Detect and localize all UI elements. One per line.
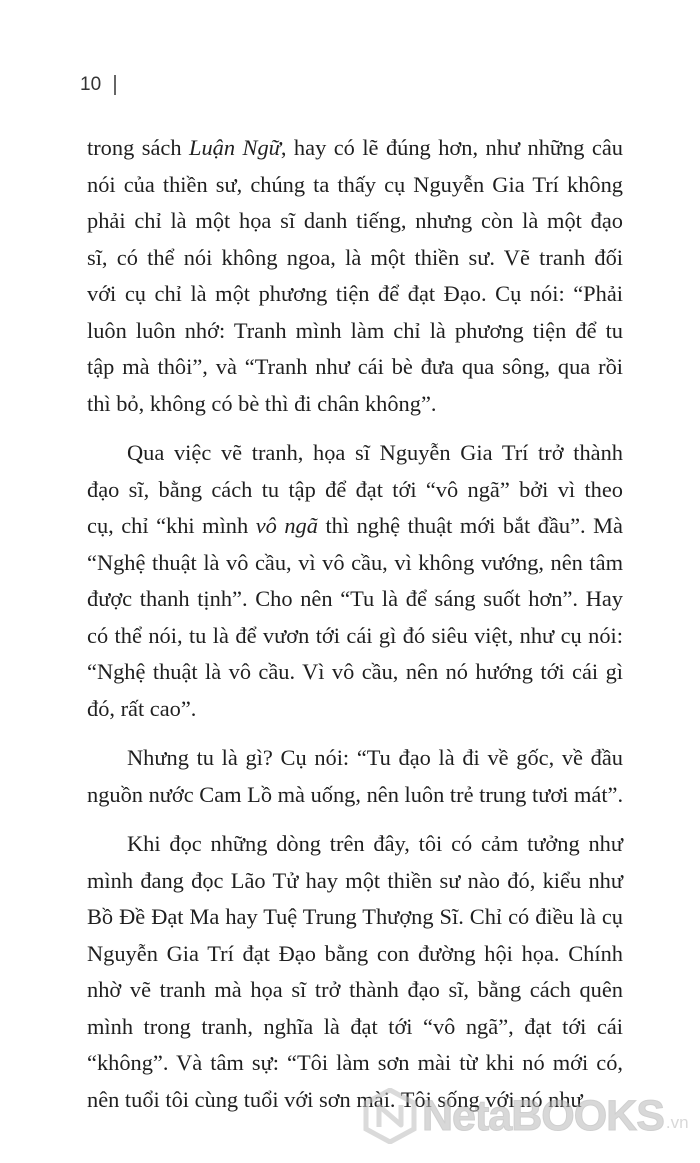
text-run: cụ, chỉ “khi mình	[87, 513, 256, 538]
text-line	[87, 936, 623, 973]
text-run: được thanh tịnh”. Cho nên “Tu là để sáng suốt hơn”. Hay	[87, 586, 623, 611]
text-run: Bồ Đề Đạt Ma hay Tuệ Trung Thượng Sĩ. Chỉ có điều là cụ	[87, 904, 623, 929]
text-run: “Nghệ thuật là vô cầu. Vì vô cầu, nên nó hướng tới cái gì	[87, 659, 623, 684]
paragraph-gap	[87, 813, 623, 826]
watermark-brand: NetaBOOKS	[422, 1091, 664, 1140]
watermark-suffix: .vn	[665, 1113, 689, 1132]
text-run: luôn luôn nhớ: Tranh mình làm chỉ là phương tiện để tu	[87, 317, 623, 343]
text-run: với cụ chỉ là một phương tiện để đạt Đạo. Cụ nói: “Phải	[87, 281, 623, 306]
paragraph	[87, 435, 623, 727]
text-run: trong sách	[87, 135, 189, 160]
paragraph-gap	[87, 727, 623, 740]
italic-title: vô ngã	[255, 513, 318, 538]
text-run: “không”. Và tâm sự: “Tôi làm sơn mài từ khi nó mới có,	[87, 1050, 623, 1075]
text-line	[87, 1009, 623, 1046]
text-line	[87, 435, 623, 472]
body-text	[87, 130, 623, 1118]
text-line	[87, 545, 623, 582]
text-line	[87, 386, 623, 423]
netabooks-logo-icon	[362, 1088, 418, 1144]
text-run: Qua việc vẽ tranh, họa sĩ Nguyễn Gia Trí trở thành	[127, 440, 623, 465]
text-run: phải chỉ là một họa sĩ danh tiếng, nhưng còn là một đạo	[87, 208, 623, 233]
text-line	[87, 1045, 623, 1082]
text-run: nguồn nước Cam Lồ mà uống, nên luôn trẻ trung tươi mát”.	[87, 781, 624, 807]
text-line	[87, 740, 623, 777]
text-line	[87, 508, 623, 545]
page-header	[80, 74, 116, 96]
italic-title: Luận Ngữ	[189, 135, 281, 160]
text-line	[87, 826, 623, 863]
text-run: Nguyễn Gia Trí đạt Đạo bằng con đường hội họa. Chính	[87, 940, 623, 966]
text-line	[87, 167, 623, 204]
paragraph	[87, 740, 623, 813]
text-run: “Nghệ thuật là vô cầu, vì vô cầu, vì không vướng, nên tâm	[87, 549, 623, 575]
text-line	[87, 691, 623, 728]
text-line	[87, 777, 623, 814]
text-line	[87, 130, 623, 167]
paragraph	[87, 826, 623, 1118]
text-run: nhờ vẽ tranh mà họa sĩ trở thành đạo sĩ, bằng cách quên	[87, 977, 623, 1002]
text-run: nên tuổi tôi cùng tuổi với sơn mài. Tôi sống với nó như	[87, 1086, 583, 1112]
text-run: có thể nói, tu là để vươn tới cái gì đó siêu việt, như cụ nói:	[87, 622, 623, 648]
text-run: đó, rất cao”.	[87, 695, 197, 721]
text-run: tập mà thôi”, và “Tranh như cái bè đưa qua sông, qua rồi	[87, 354, 623, 379]
text-line	[87, 972, 623, 1009]
text-line	[87, 899, 623, 936]
text-line	[87, 654, 623, 691]
text-line	[87, 581, 623, 618]
text-line	[87, 203, 623, 240]
header-divider	[114, 75, 116, 95]
text-run: Nhưng tu là gì? Cụ nói: “Tu đạo là đi về gốc, về đầu	[127, 745, 623, 770]
paragraph-gap	[87, 422, 623, 435]
text-run: đạo sĩ, bằng cách tu tập để đạt tới “vô ngã” bởi vì theo	[87, 476, 623, 502]
text-run: thì nghệ thuật mới bắt đầu”. Mà	[317, 513, 623, 538]
text-run: thì bỏ, không có bè thì đi chân không”.	[87, 390, 437, 416]
text-run: mình trong tranh, nghĩa là đạt tới “vô ngã”, đạt tới cái	[87, 1013, 623, 1039]
text-line	[87, 618, 623, 655]
text-line	[87, 240, 623, 277]
text-line	[87, 276, 623, 313]
page-number: 10	[80, 74, 102, 95]
text-line	[87, 313, 623, 350]
text-run: , hay có lẽ đúng hơn, như những câu	[280, 135, 623, 160]
text-line	[87, 472, 623, 509]
text-run: sĩ, có thể nói không ngoa, là một thiền sư. Vẽ tranh đối	[87, 244, 623, 270]
text-line	[87, 349, 623, 386]
text-run: mình đang đọc Lão Tử hay một thiền sư nào đó, kiểu như	[87, 867, 623, 893]
text-run: nói của thiền sư, chúng ta thấy cụ Nguyễn Gia Trí không	[87, 171, 623, 197]
text-line	[87, 863, 623, 900]
text-run: Khi đọc những dòng trên đây, tôi có cảm tưởng như	[127, 831, 623, 856]
watermark	[362, 1088, 689, 1144]
paragraph	[87, 130, 623, 422]
